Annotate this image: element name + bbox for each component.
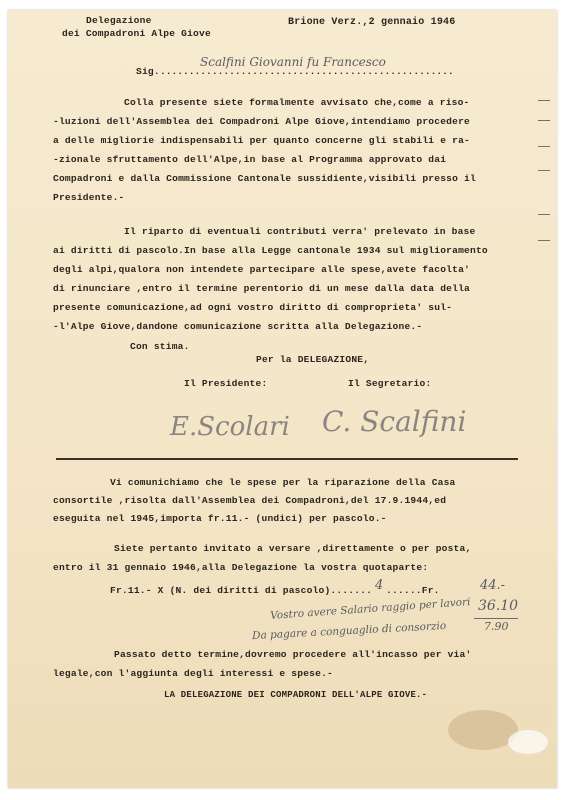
- president-signature: E.Scolari: [170, 412, 290, 442]
- body-p1-line: a delle migliorie indispensabili per quanto concerne gli stabili e ra-: [53, 135, 471, 146]
- addressee-prefix: Sig.: [136, 66, 160, 77]
- secretary-label: Il Segretario:: [348, 378, 432, 389]
- body-p1-line: Colla presente siete formalmente avvisato che,come a riso-: [124, 97, 470, 108]
- notice-p1-line: eseguita nel 1945,importa fr.11.- (undici) per pascolo.-: [53, 513, 387, 524]
- body-p2-line: -l'Alpe Giove,dandone comunicazione scritta alla Delegazione.-: [53, 321, 423, 332]
- handwritten-amount-1: 36.10: [478, 598, 519, 614]
- margin-tick: [538, 100, 550, 101]
- margin-tick: [538, 120, 550, 121]
- body-p2-line: di rinunciare ,entro il termine perentorio di un mese dalla data della: [53, 283, 471, 294]
- margin-tick: [538, 146, 550, 147]
- margin-tick: [538, 240, 550, 241]
- notice-p1-line: Vi comunichiamo che le spese per la riparazione della Casa: [110, 477, 456, 488]
- per-la-delegazione: Per la DELEGAZIONE,: [256, 354, 370, 365]
- sum-underline: [474, 618, 518, 619]
- place-date: Brione Verz.,2 gennaio 1946: [288, 17, 456, 28]
- quota-formula-mid: ......Fr.: [386, 585, 440, 596]
- margin-tick: [538, 170, 550, 171]
- secretary-signature: C. Scalfini: [322, 405, 467, 438]
- president-label: Il Presidente:: [184, 378, 268, 389]
- body-p2-line: ai diritti di pascolo.In base alla Legge cantonale 1934 sul miglioramento: [53, 245, 488, 256]
- body-p1-line: -zionale sfruttamento dell'Alpe,in base al Programma approvato dai: [53, 154, 447, 165]
- quota-formula: Fr.11.- X (N. dei diritti di pascolo).......: [110, 585, 373, 596]
- notice-p2-line: entro il 31 gennaio 1946,alla Delegazione la vostra quotaparte:: [53, 562, 429, 573]
- addressee-name-handwritten: Scalfini Giovanni fu Francesco: [200, 55, 386, 69]
- handwritten-note-1: Vostro avere Salario raggio per lavori: [269, 596, 471, 622]
- notice-footer: LA DELEGAZIONE DEI COMPADRONI DELL'ALPE GIOVE.-: [164, 690, 428, 700]
- handwritten-amount-2: 7.90: [484, 620, 509, 633]
- notice-p1-line: consortile ,risolta dall'Assemblea dei Compadroni,del 17.9.1944,ed: [53, 495, 447, 506]
- stain-mark: [508, 730, 548, 754]
- sender-line-2: dei Compadroni Alpe Giove: [62, 28, 211, 39]
- sender-line-1: Delegazione: [86, 15, 152, 26]
- body-p2-line: degli alpi,qualora non intendete partecipare alle spese,avete facolta': [53, 264, 471, 275]
- body-p1-line: Presidente.-: [53, 192, 125, 203]
- handwritten-note-2: Da pagare a conguaglio di consorzio: [251, 619, 447, 643]
- notice-p2-line: Siete pertanto invitato a versare ,direttamente o per posta,: [114, 543, 472, 554]
- body-p2-line: presente comunicazione,ad ogni vostro diritto di comproprieta' sul-: [53, 302, 453, 313]
- section-divider: [56, 458, 518, 460]
- handwritten-total: 44.-: [480, 578, 506, 593]
- body-p2-line: Il riparto di eventuali contributi verra' prelevato in base: [124, 226, 476, 237]
- notice-p3-line: legale,con l'aggiunta degli interessi e spese.-: [53, 668, 333, 679]
- handwritten-count: 4: [375, 578, 384, 593]
- body-p1-line: Compadroni e dalla Commissione Cantonale sussidiente,visibili presso il: [53, 173, 476, 184]
- body-p1-line: -luzioni dell'Assemblea dei Compadroni Alpe Giove,intendiamo procedere: [53, 116, 471, 127]
- notice-p3-line: Passato detto termine,dovremo procedere all'incasso per via': [114, 649, 472, 660]
- addressee-dots: ...................................................: [160, 66, 454, 77]
- margin-tick: [538, 214, 550, 215]
- closing: Con stima.: [130, 341, 190, 352]
